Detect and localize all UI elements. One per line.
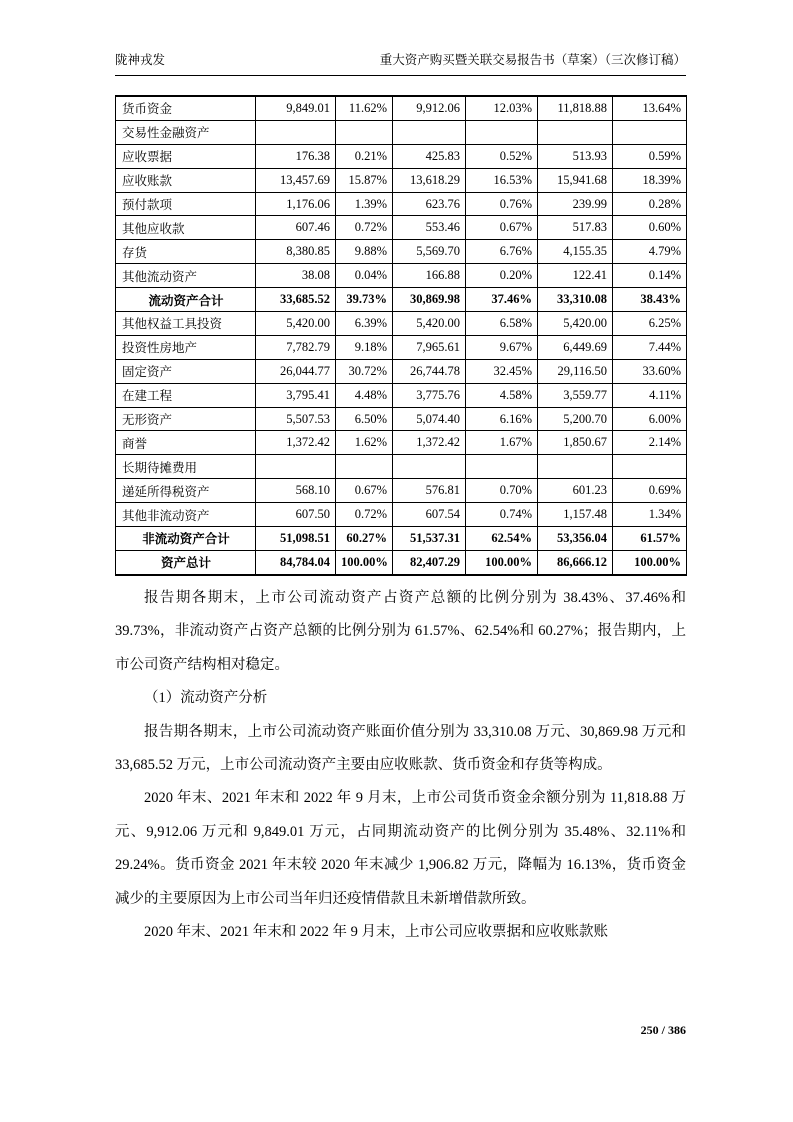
- amount-cell: 1,372.42: [393, 431, 466, 455]
- paragraph-cash-balance: 2020 年末、2021 年末和 2022 年 9 月末，上市公司货币资金余额分别为 11,818.88 万元、9,912.06 万元和 9,849.01 万元，占同期流动资产的比例分别为 35.48%、32.11%和 29.24%。货币资金 2021 年末较 2020 年末减少 1,906.82 万元，降幅为 16.13%，货币资金减少的主要原因为上市公司当年归还疫情借款且未新增借款所致。: [115, 790, 686, 907]
- paragraph-current-assets: 报告期各期末，上市公司流动资产账面价值分别为 33,310.08 万元、30,869.98 万元和 33,685.52 万元，上市公司流动资产主要由应收账款、货币资金和存货等构成。: [115, 723, 686, 774]
- table-row: [116, 216, 687, 240]
- table-row: [116, 431, 687, 455]
- amount-cell: 5,420.00: [538, 312, 613, 336]
- percent-cell: 39.73%: [336, 288, 393, 312]
- row-label: 存货: [116, 240, 256, 264]
- amount-cell: 239.99: [538, 192, 613, 216]
- amount-cell: 30,869.98: [393, 288, 466, 312]
- amount-cell: 5,420.00: [256, 312, 336, 336]
- percent-cell: 0.70%: [466, 479, 538, 503]
- row-label: 无形资产: [116, 407, 256, 431]
- percent-cell: 0.74%: [466, 503, 538, 527]
- amount-cell: [538, 120, 613, 144]
- amount-cell: 9,849.01: [256, 96, 336, 120]
- percent-cell: 6.50%: [336, 407, 393, 431]
- row-label: 在建工程: [116, 383, 256, 407]
- amount-cell: 7,782.79: [256, 335, 336, 359]
- percent-cell: 0.04%: [336, 264, 393, 288]
- percent-cell: 2.14%: [613, 431, 687, 455]
- row-label: 资产总计: [116, 550, 256, 574]
- percent-cell: 7.44%: [613, 335, 687, 359]
- percent-cell: 32.45%: [466, 359, 538, 383]
- percent-cell: 61.57%: [613, 527, 687, 551]
- amount-cell: 5,420.00: [393, 312, 466, 336]
- percent-cell: 16.53%: [466, 168, 538, 192]
- percent-cell: 1.34%: [613, 503, 687, 527]
- row-label: 预付款项: [116, 192, 256, 216]
- table-row: [116, 312, 687, 336]
- running-header: [115, 52, 686, 76]
- row-label: 其他非流动资产: [116, 503, 256, 527]
- amount-cell: 84,784.04: [256, 550, 336, 574]
- amount-cell: 576.81: [393, 479, 466, 503]
- percent-cell: 0.72%: [336, 216, 393, 240]
- percent-cell: 4.79%: [613, 240, 687, 264]
- percent-cell: 0.67%: [466, 216, 538, 240]
- table-row: [116, 120, 687, 144]
- section-heading-current-assets: （1）流动资产分析: [144, 690, 268, 707]
- amount-cell: 13,457.69: [256, 168, 336, 192]
- amount-cell: 1,176.06: [256, 192, 336, 216]
- amount-cell: 4,155.35: [538, 240, 613, 264]
- amount-cell: 38.08: [256, 264, 336, 288]
- percent-cell: 6.00%: [613, 407, 687, 431]
- percent-cell: 9.88%: [336, 240, 393, 264]
- header-company-name: 陇神戎发: [115, 53, 166, 67]
- amount-cell: 26,744.78: [393, 359, 466, 383]
- row-label: 其他流动资产: [116, 264, 256, 288]
- row-label: 货币资金: [116, 96, 256, 120]
- percent-cell: 0.14%: [613, 264, 687, 288]
- percent-cell: 15.87%: [336, 168, 393, 192]
- percent-cell: 0.67%: [336, 479, 393, 503]
- percent-cell: 38.43%: [613, 288, 687, 312]
- table-row: [116, 240, 687, 264]
- amount-cell: 7,965.61: [393, 335, 466, 359]
- amount-cell: 3,775.76: [393, 383, 466, 407]
- percent-cell: 4.58%: [466, 383, 538, 407]
- percent-cell: [336, 455, 393, 479]
- amount-cell: 29,116.50: [538, 359, 613, 383]
- amount-cell: 9,912.06: [393, 96, 466, 120]
- percent-cell: 4.11%: [613, 383, 687, 407]
- percent-cell: 0.28%: [613, 192, 687, 216]
- amount-cell: 1,157.48: [538, 503, 613, 527]
- percent-cell: 1.62%: [336, 431, 393, 455]
- amount-cell: 607.54: [393, 503, 466, 527]
- amount-cell: 5,507.53: [256, 407, 336, 431]
- percent-cell: 100.00%: [613, 550, 687, 574]
- amount-cell: 8,380.85: [256, 240, 336, 264]
- percent-cell: 0.72%: [336, 503, 393, 527]
- table-row: [116, 550, 687, 574]
- asset-structure-table: [115, 95, 687, 576]
- amount-cell: 5,074.40: [393, 407, 466, 431]
- percent-cell: 100.00%: [336, 550, 393, 574]
- amount-cell: 607.46: [256, 216, 336, 240]
- row-label: 商誉: [116, 431, 256, 455]
- row-label: 非流动资产合计: [116, 527, 256, 551]
- percent-cell: 12.03%: [466, 96, 538, 120]
- percent-cell: 1.67%: [466, 431, 538, 455]
- table-row: [116, 335, 687, 359]
- amount-cell: 517.83: [538, 216, 613, 240]
- percent-cell: [336, 120, 393, 144]
- row-label: 其他应收款: [116, 216, 256, 240]
- percent-cell: 0.21%: [336, 144, 393, 168]
- header-document-title: 重大资产购买暨关联交易报告书（草案）（三次修订稿）: [379, 53, 686, 67]
- amount-cell: 33,685.52: [256, 288, 336, 312]
- amount-cell: 1,850.67: [538, 431, 613, 455]
- amount-cell: 3,795.41: [256, 383, 336, 407]
- amount-cell: [256, 455, 336, 479]
- amount-cell: 122.41: [538, 264, 613, 288]
- table-row: [116, 168, 687, 192]
- amount-cell: 33,310.08: [538, 288, 613, 312]
- row-label: 交易性金融资产: [116, 120, 256, 144]
- amount-cell: 86,666.12: [538, 550, 613, 574]
- amount-cell: 53,356.04: [538, 527, 613, 551]
- percent-cell: 6.58%: [466, 312, 538, 336]
- percent-cell: 9.67%: [466, 335, 538, 359]
- row-label: 递延所得税资产: [116, 479, 256, 503]
- percent-cell: [466, 120, 538, 144]
- amount-cell: [393, 120, 466, 144]
- amount-cell: 1,372.42: [256, 431, 336, 455]
- percent-cell: 13.64%: [613, 96, 687, 120]
- percent-cell: 0.60%: [613, 216, 687, 240]
- percent-cell: 6.25%: [613, 312, 687, 336]
- percent-cell: [613, 455, 687, 479]
- percent-cell: 0.69%: [613, 479, 687, 503]
- percent-cell: 30.72%: [336, 359, 393, 383]
- percent-cell: 6.16%: [466, 407, 538, 431]
- row-label: 投资性房地产: [116, 335, 256, 359]
- percent-cell: 60.27%: [336, 527, 393, 551]
- amount-cell: 568.10: [256, 479, 336, 503]
- table-row: [116, 144, 687, 168]
- row-label: 固定资产: [116, 359, 256, 383]
- amount-cell: 5,200.70: [538, 407, 613, 431]
- row-label: 应收账款: [116, 168, 256, 192]
- percent-cell: 0.76%: [466, 192, 538, 216]
- amount-cell: 513.93: [538, 144, 613, 168]
- percent-cell: 11.62%: [336, 96, 393, 120]
- amount-cell: 607.50: [256, 503, 336, 527]
- asset-structure-table-wrap: [115, 95, 687, 576]
- amount-cell: 425.83: [393, 144, 466, 168]
- table-row: [116, 383, 687, 407]
- percent-cell: 100.00%: [466, 550, 538, 574]
- amount-cell: 51,537.31: [393, 527, 466, 551]
- amount-cell: 3,559.77: [538, 383, 613, 407]
- row-label: 其他权益工具投资: [116, 312, 256, 336]
- page-footer: [115, 1022, 686, 1038]
- table-row: [116, 359, 687, 383]
- amount-cell: 11,818.88: [538, 96, 613, 120]
- row-label: 长期待摊费用: [116, 455, 256, 479]
- paragraph-receivables-intro: 2020 年末、2021 年末和 2022 年 9 月末，上市公司应收票据和应收账款账: [144, 924, 608, 941]
- percent-cell: [466, 455, 538, 479]
- amount-cell: [256, 120, 336, 144]
- amount-cell: 623.76: [393, 192, 466, 216]
- percent-cell: 62.54%: [466, 527, 538, 551]
- percent-cell: 0.59%: [613, 144, 687, 168]
- row-label: 流动资产合计: [116, 288, 256, 312]
- amount-cell: [393, 455, 466, 479]
- body-text: [115, 582, 686, 949]
- amount-cell: 601.23: [538, 479, 613, 503]
- amount-cell: 176.38: [256, 144, 336, 168]
- percent-cell: 6.39%: [336, 312, 393, 336]
- amount-cell: [538, 455, 613, 479]
- amount-cell: 26,044.77: [256, 359, 336, 383]
- table-row: [116, 288, 687, 312]
- amount-cell: 51,098.51: [256, 527, 336, 551]
- amount-cell: 553.46: [393, 216, 466, 240]
- percent-cell: 6.76%: [466, 240, 538, 264]
- page-number: 250 / 386: [640, 1023, 686, 1037]
- amount-cell: 166.88: [393, 264, 466, 288]
- percent-cell: 0.52%: [466, 144, 538, 168]
- row-label: 应收票据: [116, 144, 256, 168]
- table-row: [116, 527, 687, 551]
- table-row: [116, 96, 687, 120]
- percent-cell: 37.46%: [466, 288, 538, 312]
- table-row: [116, 264, 687, 288]
- amount-cell: 15,941.68: [538, 168, 613, 192]
- table-row: [116, 503, 687, 527]
- amount-cell: 13,618.29: [393, 168, 466, 192]
- percent-cell: 1.39%: [336, 192, 393, 216]
- percent-cell: 9.18%: [336, 335, 393, 359]
- amount-cell: 82,407.29: [393, 550, 466, 574]
- percent-cell: 0.20%: [466, 264, 538, 288]
- table-row: [116, 192, 687, 216]
- table-row: [116, 407, 687, 431]
- percent-cell: 33.60%: [613, 359, 687, 383]
- amount-cell: 5,569.70: [393, 240, 466, 264]
- table-row: [116, 479, 687, 503]
- percent-cell: [613, 120, 687, 144]
- paragraph-asset-ratio: 报告期各期末，上市公司流动资产占资产总额的比例分别为 38.43%、37.46%和 39.73%，非流动资产占资产总额的比例分别为 61.57%、62.54%和 60.27%；报告期内，上市公司资产结构相对稳定。: [115, 590, 686, 673]
- percent-cell: 18.39%: [613, 168, 687, 192]
- percent-cell: 4.48%: [336, 383, 393, 407]
- table-row: [116, 455, 687, 479]
- amount-cell: 6,449.69: [538, 335, 613, 359]
